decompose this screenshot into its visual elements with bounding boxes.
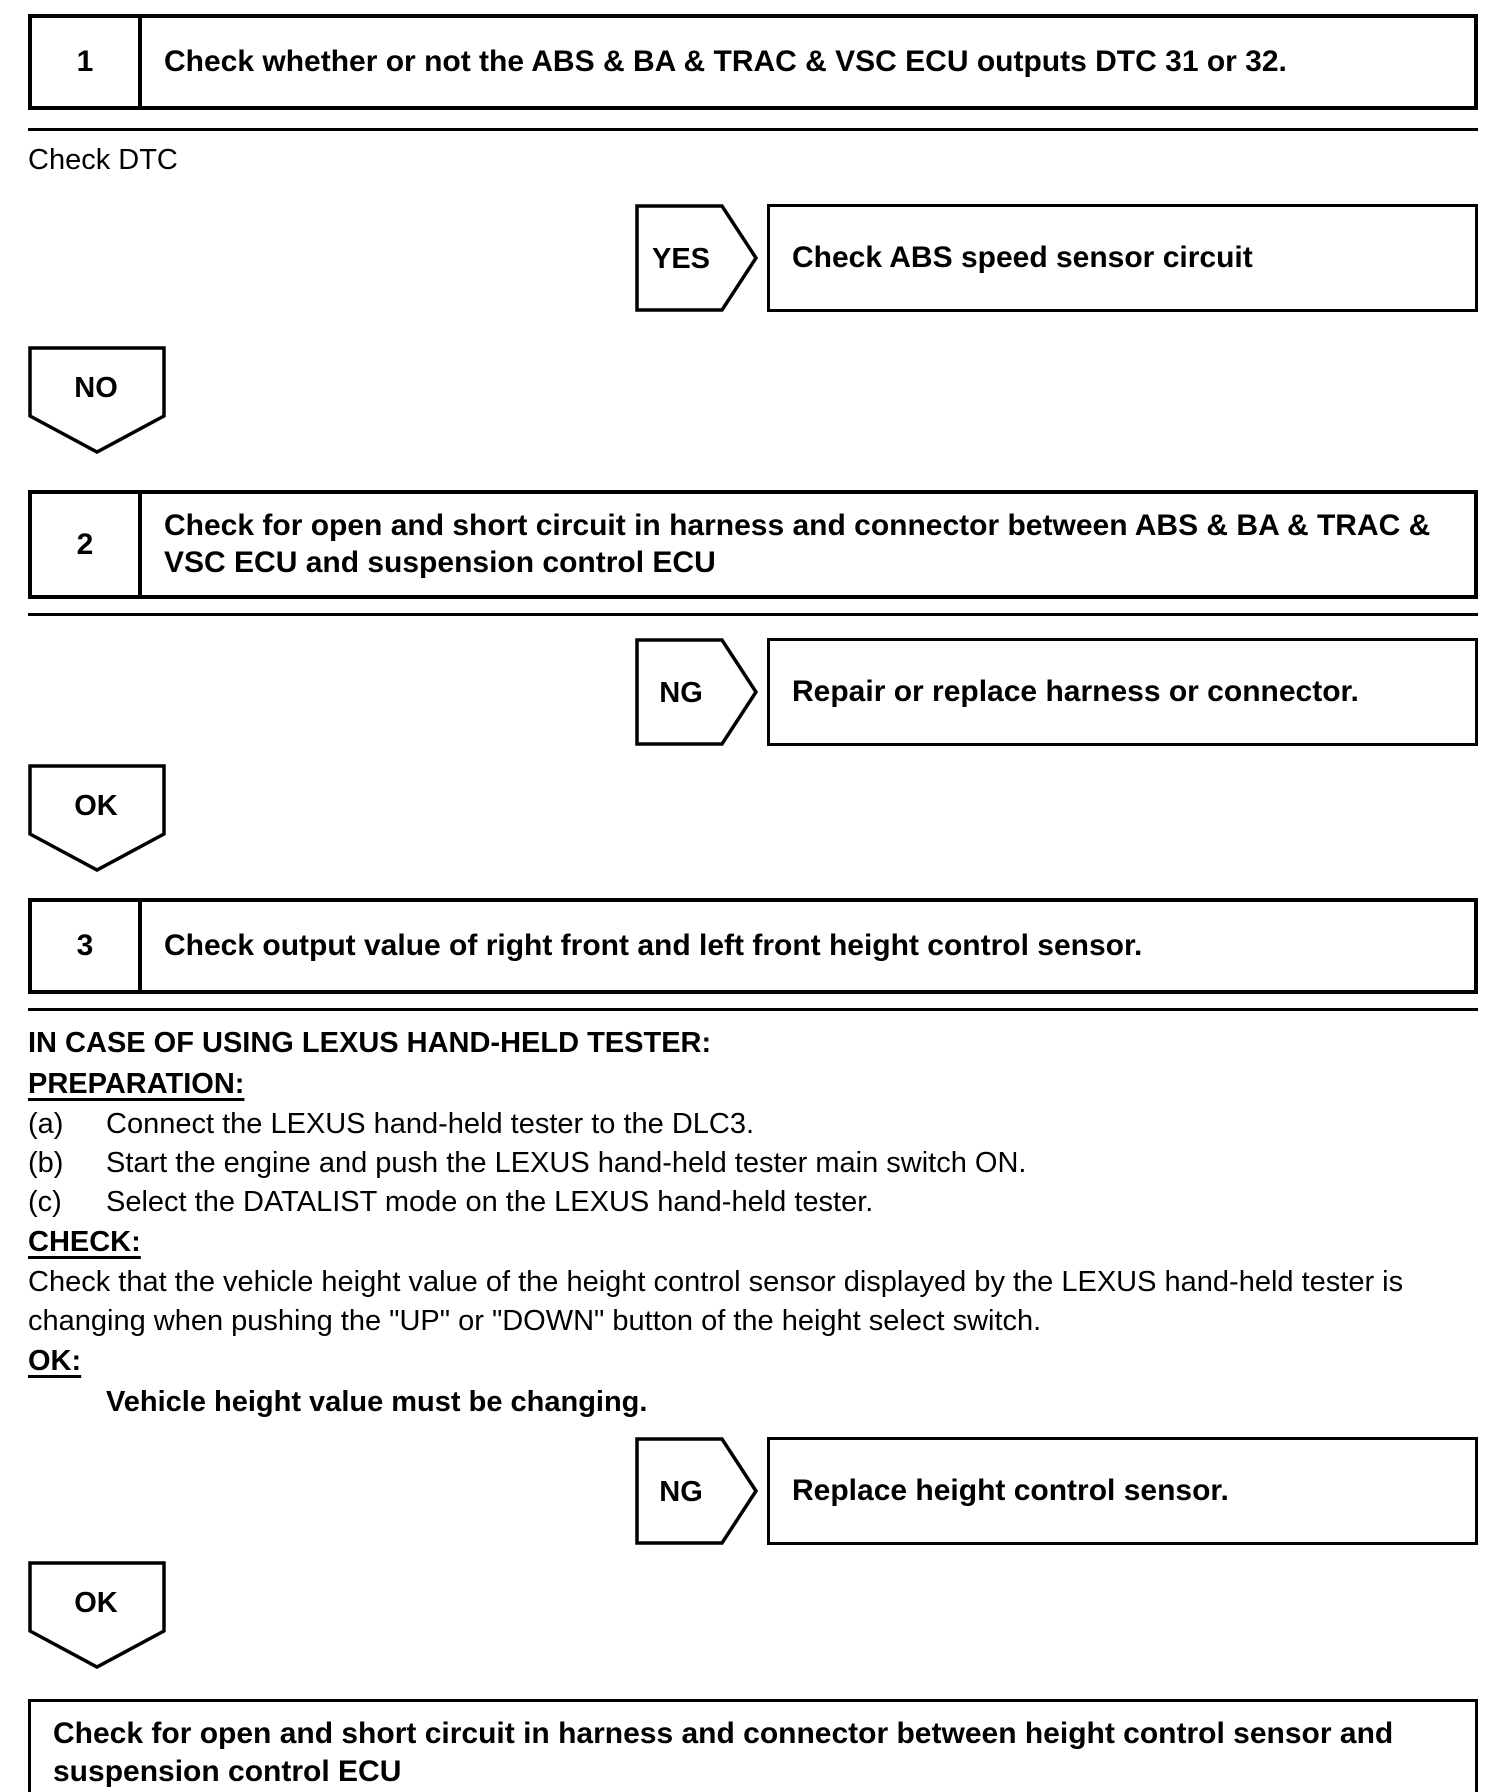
instructions-block	[28, 1023, 1478, 1423]
ng-result-box-2	[767, 1437, 1478, 1545]
ok-label-2: OK	[74, 1587, 118, 1620]
ng-result-text-1: Repair or replace harness or connector.	[792, 675, 1359, 709]
step-1-title: Check whether or not the ABS & BA & TRAC & VSC ECU outputs DTC 31 or 32.	[164, 44, 1287, 78]
step-2-number: 2	[32, 494, 142, 595]
step-1-number: 1	[32, 18, 142, 106]
divider-under-step-1	[28, 128, 1478, 131]
check-heading: CHECK:	[28, 1226, 141, 1259]
item-a-text: Connect the LEXUS hand-held tester to the DLC3.	[106, 1108, 755, 1141]
ok-connector-icon-1	[28, 764, 166, 872]
yes-branch-row	[635, 204, 1478, 312]
preparation-item-c	[28, 1183, 1478, 1222]
yes-label: YES	[651, 243, 711, 275]
step-3-number: 3	[32, 902, 142, 990]
preparation-heading: PREPARATION:	[28, 1068, 245, 1101]
item-c-text: Select the DATALIST mode on the LEXUS hand-held tester.	[106, 1186, 874, 1219]
step-3-title: Check output value of right front and left front height control sensor.	[164, 928, 1143, 962]
item-a-label: (a)	[28, 1108, 64, 1141]
yes-connector-icon	[635, 204, 759, 312]
no-label: NO	[74, 372, 118, 404]
divider-under-step-2	[28, 613, 1478, 616]
check-paragraph: Check that the vehicle height value of the height control sensor displayed by the LEXUS hand-held tester is changing when pushing the "UP" or "DOWN" button of the height select switch.	[28, 1266, 1404, 1338]
ok-heading: OK:	[28, 1345, 82, 1378]
yes-result-box	[767, 204, 1478, 312]
final-instruction-box	[28, 1699, 1478, 1792]
preparation-item-a	[28, 1105, 1478, 1144]
ng-result-box-1	[767, 638, 1478, 746]
ng-branch-row-2	[635, 1437, 1478, 1545]
ng-connector-icon-1	[635, 638, 759, 746]
step-2-title: Check for open and short circuit in harness and connector between ABS & BA & TRAC & VSC ECU and suspension control ECU	[164, 509, 1431, 579]
ng-label-1: NG	[659, 677, 703, 710]
check-dtc-label: Check DTC	[28, 144, 178, 176]
ok-criteria-text: Vehicle height value must be changing.	[106, 1386, 648, 1419]
ng-branch-row-1	[635, 638, 1478, 746]
tester-heading: IN CASE OF USING LEXUS HAND-HELD TESTER:	[28, 1027, 712, 1060]
no-connector-icon	[28, 346, 166, 454]
ng-label-2: NG	[659, 1476, 703, 1509]
item-c-label: (c)	[28, 1186, 62, 1219]
preparation-item-b	[28, 1144, 1478, 1183]
ng-result-text-2: Replace height control sensor.	[792, 1474, 1229, 1508]
ng-connector-icon-2	[635, 1437, 759, 1545]
item-b-label: (b)	[28, 1147, 64, 1180]
step-2-header	[28, 490, 1478, 599]
step-1-header	[28, 14, 1478, 110]
final-instruction-text: Check for open and short circuit in harness and connector between height control sensor and suspension control ECU	[53, 1717, 1394, 1788]
ok-connector-icon-2	[28, 1561, 166, 1669]
ok-label-1: OK	[74, 790, 118, 823]
step-3-header	[28, 898, 1478, 994]
item-b-text: Start the engine and push the LEXUS hand-held tester main switch ON.	[106, 1147, 1027, 1180]
yes-result-text: Check ABS speed sensor circuit	[792, 241, 1253, 274]
divider-under-step-3	[28, 1008, 1478, 1011]
